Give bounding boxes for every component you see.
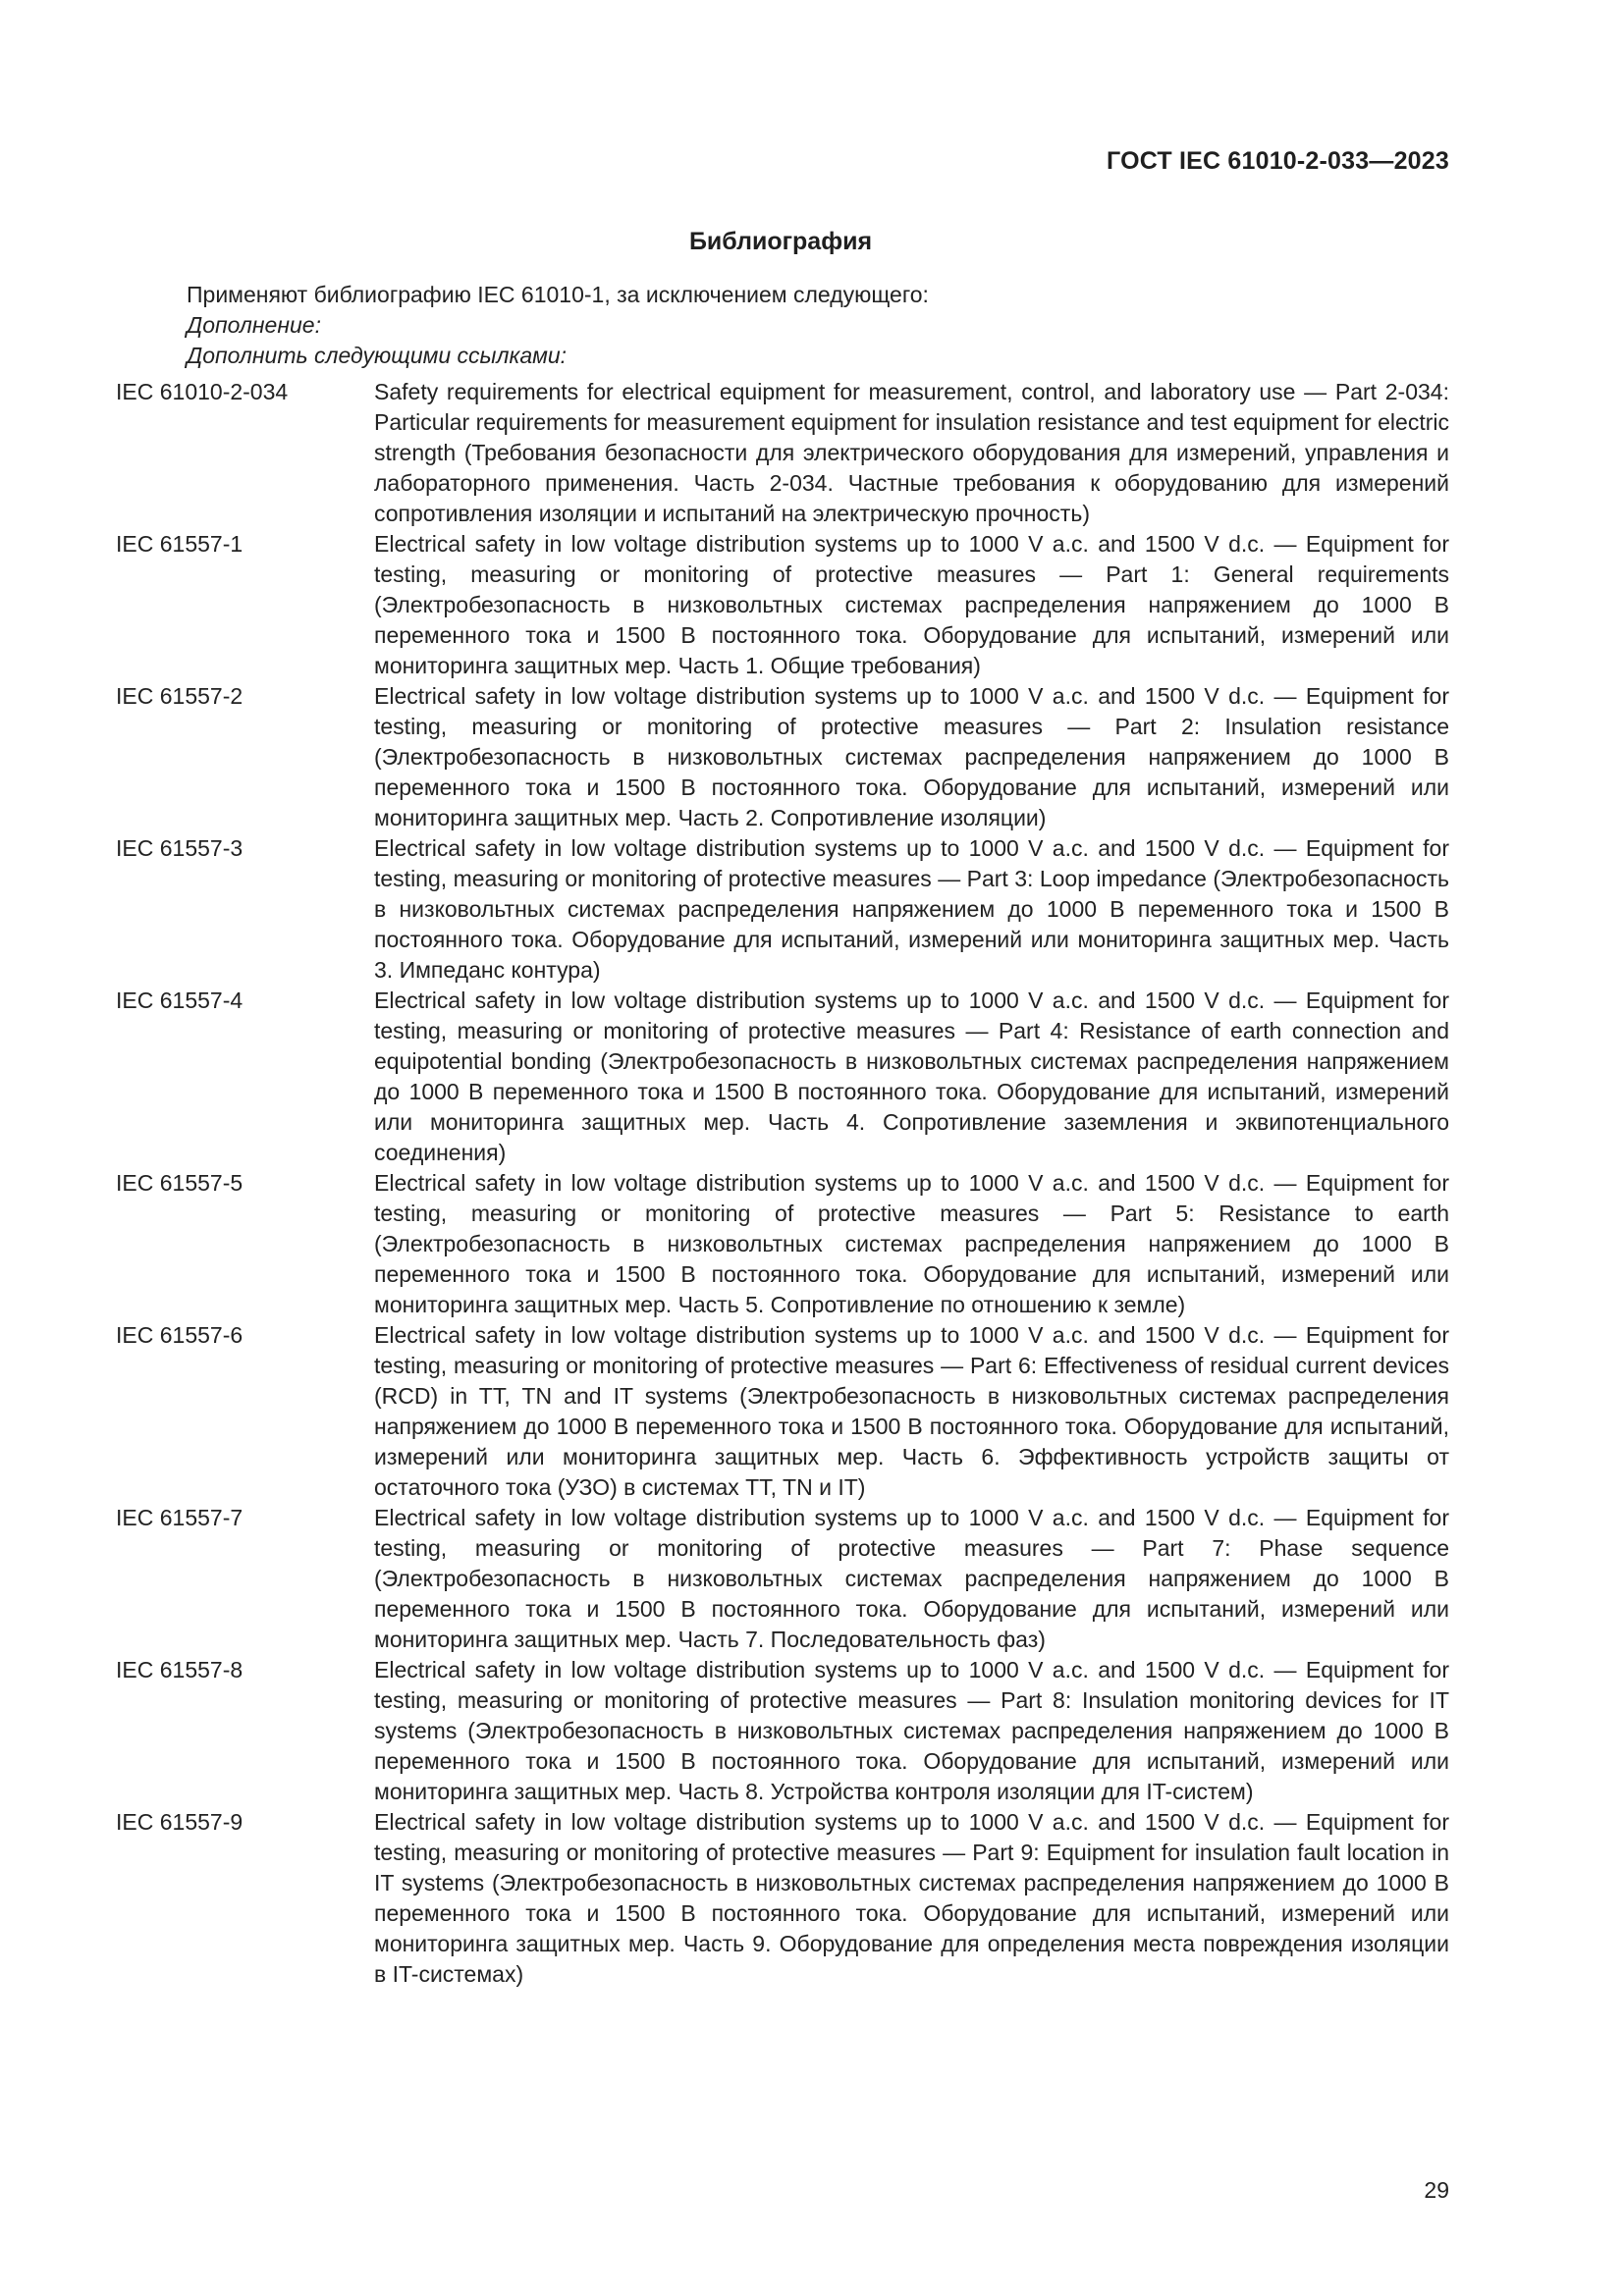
reference-title: Safety requirements for electrical equipment for measurement, control, and laboratory use — Part 2-034: Particular requirements for measurement equipment for insulation resistance and test equipment for electric strength (Требования безопасности для электрического оборудования для измерений, управления и лабораторного применения. Часть 2-034. Частные требования к оборудованию для измерений сопротивления изоляции и испытаний на электрическую прочность) (374, 379, 1449, 526)
reference-code: IEC 61557-7 (116, 1505, 244, 1530)
document-header: ГОСТ IEC 61010-2-033—2023 (1107, 147, 1449, 175)
reference-code: IEC 61557-4 (116, 988, 244, 1013)
reference-code: IEC 61557-8 (116, 1657, 244, 1682)
reference-title: Electrical safety in low voltage distribution systems up to 1000 V a.c. and 1500 V d.c. — Equipment for testing, measuring or monitoring of protective measures — Part 5: Resistance to earth (Электробезопасность в низковольтных системах распределения напряжением до 1000 В переменного тока и 1500 В постоянного тока. Оборудование для испытаний, измерений или мониторинга защитных мер. Часть 5. Сопротивление по отношению к земле) (374, 1170, 1449, 1317)
reference-title: Electrical safety in low voltage distribution systems up to 1000 V a.c. and 1500 V d.c. — Equipment for testing, measuring or monitoring of protective measures — Part 8: Insulation monitoring devices for IT systems (Электробезопасность в низковольтных системах распределения напряжением до 1000 В переменного тока и 1500 В постоянного тока. Оборудование для испытаний, измерений или мониторинга защитных мер. Часть 8. Устройства контроля изоляции для IT-систем) (374, 1657, 1449, 1804)
reference-title: Electrical safety in low voltage distribution systems up to 1000 V a.c. and 1500 V d.c. — Equipment for testing, measuring or monitoring of protective measures — Part 4: Resistance of earth connection and equipotential bonding (Электробезопасность в низковольтных системах распределения напряжением до 1000 В переменного тока и 1500 В постоянного тока. Оборудование для испытаний, измерений или мониторинга защитных мер. Часть 4. Сопротивление заземления и эквипотенциального соединения) (374, 988, 1449, 1165)
bibliography-entry (116, 377, 1449, 529)
reference-title: Electrical safety in low voltage distribution systems up to 1000 V a.c. and 1500 V d.c. — Equipment for testing, measuring or monitoring of protective measures — Part 1: General requirements (Электробезопасность в низковольтных системах распределения напряжением до 1000 В переменного тока и 1500 В постоянного тока. Оборудование для испытаний, измерений или мониторинга защитных мер. Часть 1. Общие требования) (374, 531, 1449, 678)
reference-title: Electrical safety in low voltage distribution systems up to 1000 V a.c. and 1500 V d.c. — Equipment for testing, measuring or monitoring of protective measures — Part 7: Phase sequence (Электробезопасность в низковольтных системах распределения напряжением до 1000 В переменного тока и 1500 В постоянного тока. Оборудование для испытаний, измерений или мониторинга защитных мер. Часть 7. Последовательность фаз) (374, 1505, 1449, 1652)
bibliography-entry (116, 1168, 1449, 1320)
reference-title: Electrical safety in low voltage distribution systems up to 1000 V a.c. and 1500 V d.c. — Equipment for testing, measuring or monitoring of protective measures — Part 6: Effectiveness of residual current devices (RCD) in TT, TN and IT systems (Электробезопасность в низковольтных системах распределения напряжением до 1000 В переменного тока и 1500 В постоянного тока. Оборудование для испытаний, измерений или мониторинга защитных мер. Часть 6. Эффективность устройств защиты от остаточного тока (УЗО) в системах TT, TN и IT) (374, 1322, 1449, 1500)
intro-statement: Применяют библиографию IEC 61010-1, за исключением следующего: (187, 282, 929, 307)
bibliography-entry (116, 1320, 1449, 1503)
reference-code: IEC 61010-2-034 (116, 379, 289, 404)
reference-code: IEC 61557-6 (116, 1322, 244, 1348)
bibliography-entry (116, 681, 1449, 833)
page-title: Библиография (688, 228, 873, 255)
reference-title: Electrical safety in low voltage distribution systems up to 1000 V a.c. and 1500 V d.c. — Equipment for testing, measuring or monitoring of protective measures — Part 3: Loop impedance (Электробезопасность в низковольтных системах распределения напряжением до 1000 В переменного тока и 1500 В постоянного тока. Оборудование для испытаний, измерений или мониторинга защитных мер. Часть 3. Импеданс контура) (374, 835, 1449, 983)
intro-block (187, 280, 929, 371)
bibliography-entry (116, 1807, 1449, 1990)
reference-code: IEC 61557-9 (116, 1809, 244, 1835)
reference-code: IEC 61557-3 (116, 835, 244, 861)
reference-title: Electrical safety in low voltage distribution systems up to 1000 V a.c. and 1500 V d.c. — Equipment for testing, measuring or monitoring of protective measures — Part 9: Equipment for insulation fault location in IT systems (Электробезопасность в низковольтных системах распределения напряжением до 1000 В переменного тока и 1500 В постоянного тока. Оборудование для испытаний, измерений или мониторинга защитных мер. Часть 9. Оборудование для определения места повреждения изоляции в IT-системах) (374, 1809, 1449, 1987)
page-number: 29 (1424, 2177, 1449, 2203)
bibliography-entry (116, 1655, 1449, 1807)
reference-code: IEC 61557-2 (116, 683, 244, 709)
bibliography-list (116, 377, 1449, 1990)
bibliography-entry (116, 833, 1449, 986)
reference-title: Electrical safety in low voltage distribution systems up to 1000 V a.c. and 1500 V d.c. — Equipment for testing, measuring or monitoring of protective measures — Part 2: Insulation resistance (Электробезопасность в низковольтных системах распределения напряжением до 1000 В переменного тока и 1500 В постоянного тока. Оборудование для испытаний, измерений или мониторинга защитных мер. Часть 2. Сопротивление изоляции) (374, 683, 1449, 830)
bibliography-entry (116, 986, 1449, 1168)
bibliography-entry (116, 529, 1449, 681)
bibliography-entry (116, 1503, 1449, 1655)
reference-code: IEC 61557-5 (116, 1170, 244, 1196)
intro-addition-instruction: Дополнить следующими ссылками: (187, 343, 568, 368)
reference-code: IEC 61557-1 (116, 531, 244, 557)
intro-addition-label: Дополнение: (187, 312, 321, 338)
